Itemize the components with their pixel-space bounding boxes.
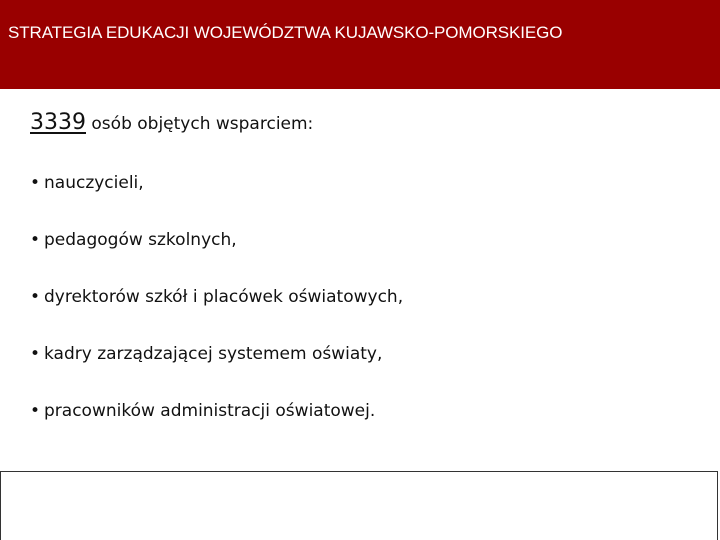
slide-content [30,110,690,421]
list-item [30,172,144,194]
bullet-icon: • [30,230,41,250]
list-item [30,286,403,308]
list-item-text: pracowników administracji oświatowej. [44,401,376,421]
list-item-text: pedagogów szkolnych, [44,230,237,250]
list-item [30,343,382,365]
page-title: STRATEGIA EDUKACJI WOJEWÓDZTWA KUJAWSKO-POMORSKIEGO [8,23,563,42]
bullet-icon: • [30,287,41,307]
footer-frame [0,471,718,540]
lead-text: osób objętych wsparciem: [86,114,314,134]
bullet-icon: • [30,401,41,421]
list-item-text: nauczycieli, [44,173,144,193]
bullet-icon: • [30,344,41,364]
lead-line [30,110,690,137]
bullet-icon: • [30,173,41,193]
list-item-text: dyrektorów szkół i placówek oświatowych, [44,287,404,307]
header-banner [0,0,720,89]
list-item-text: kadry zarządzającej systemem oświaty, [44,344,383,364]
list-item [30,229,237,251]
list-item [30,400,375,422]
lead-number: 3339 [30,110,86,135]
